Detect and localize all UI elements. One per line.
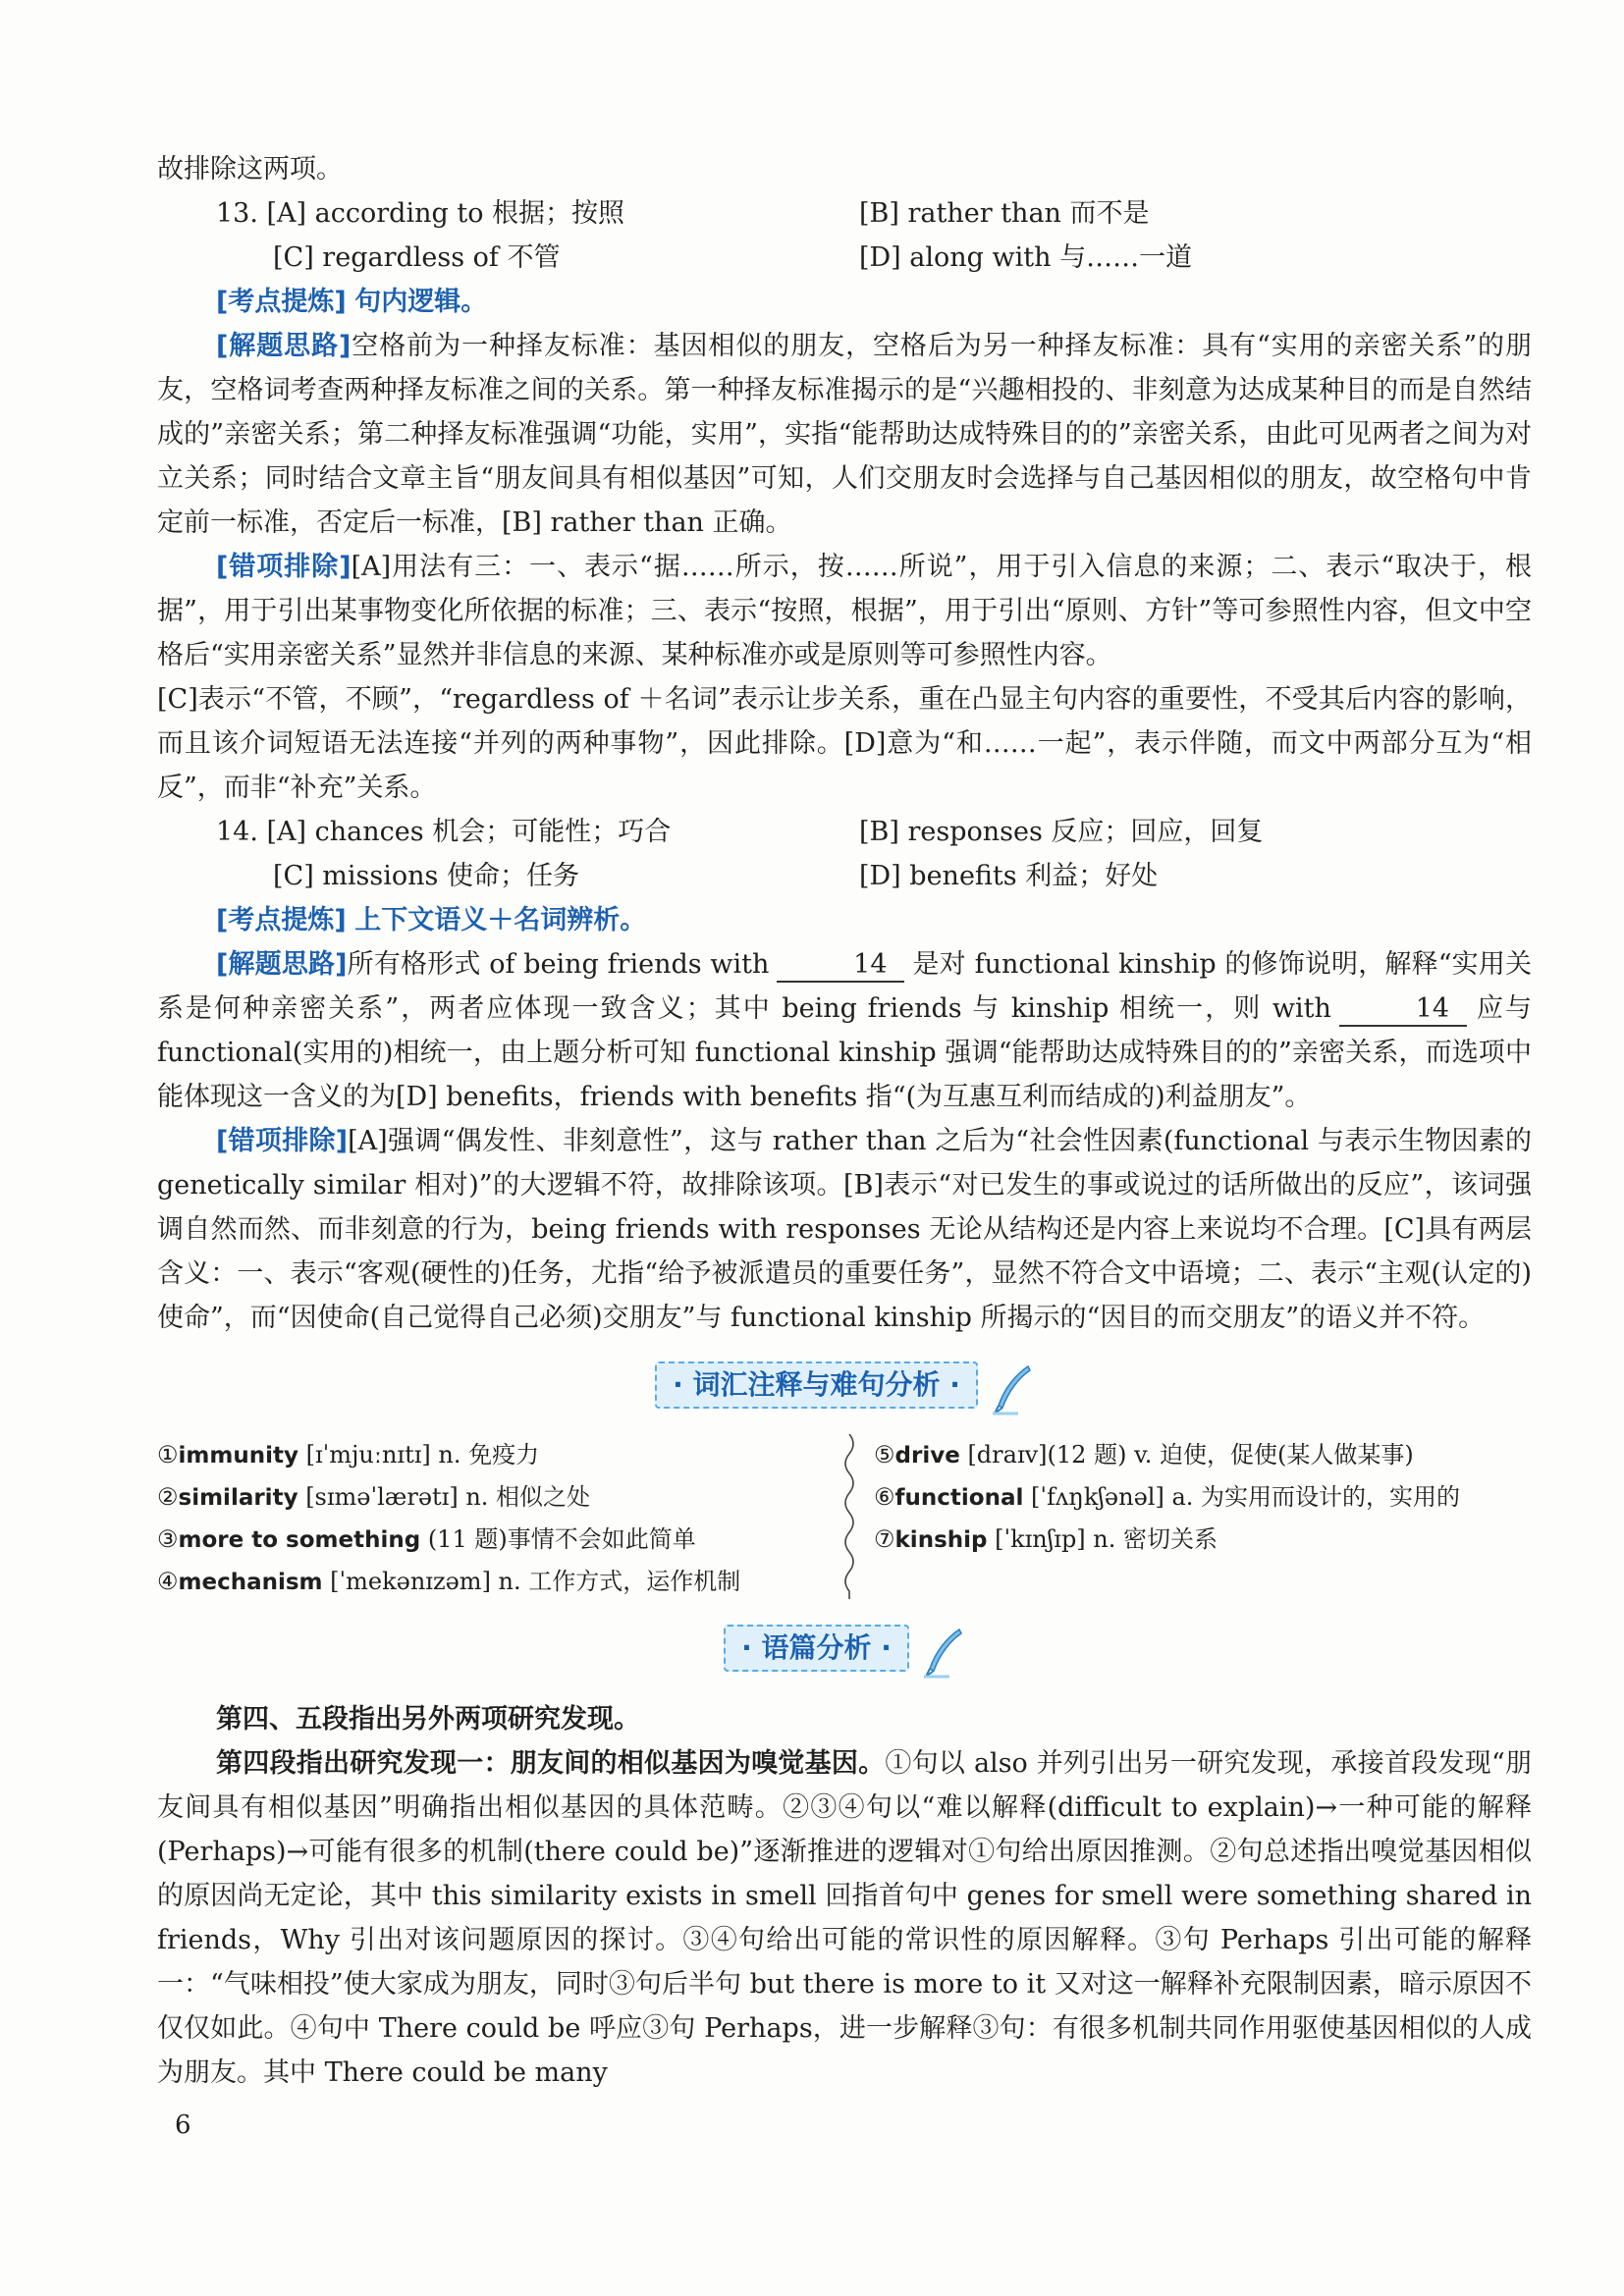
q14-options-row-1 (157, 810, 1532, 854)
answer-blank: 14 (777, 949, 904, 983)
q13-option-c: [C] regardless of 不管 (273, 242, 561, 273)
analysis-banner-wrap (157, 1625, 1532, 1680)
answer-blank: 14 (1339, 993, 1467, 1027)
vocab-item: ⑦kinship [ˈkɪnʃɪp] n. 密切关系 (874, 1525, 1218, 1553)
q13-option-d: [D] along with 与……一道 (859, 242, 1193, 273)
q14-option-b: [B] responses 反应；回应，回复 (859, 817, 1264, 847)
vocab-item: ⑤drive [draɪv](12 题) v. 迫使，促使(某人做某事) (874, 1441, 1414, 1468)
vocab-list (157, 1434, 1532, 1603)
vocab-item: ①immunity [ɪˈmjuːnɪtɪ] n. 免疫力 (157, 1441, 540, 1468)
kaodian-tag: [考点提炼] (216, 287, 347, 317)
wavy-divider (839, 1434, 859, 1599)
q14-cuoxiang (157, 1119, 1532, 1340)
jieti-post: 应与 functional(实用的)相统一，由上题分析可知 functional kinship 强调“能帮助达成特殊目的的”亲密关系，而选项中能体现这一含义的为[D] benefits，friends with benefits 指“(为互惠互利而结成的)利益朋友”。 (157, 993, 1532, 1112)
analysis-para-text: ①句以 also 并列引出另一研究发现，承接首段发现“朋友间具有相似基因”明确指出相似基因的具体范畴。②③④句以“难以解释(difficult to explain)→一种可能的解释(Perhaps)→可能有很多的机制(there could be)”逐渐推进的逻辑对①句给出原因推测。②句总述指出嗅觉基因相似的原因尚无定论，其中 this similarity exists in smell 回指首句中 genes for smell were something shared in friends，Why 引出对该问题原因的探讨。③④句给出可能的常识性的原因解释。③句 Perhaps 引出可能的解释一：“气味相投”使大家成为朋友，同时③句后半句 but there is more to it 又对这一解释补充限制因素，暗示原因不仅仅如此。④句中 There could be 呼应③句 Perhaps，进一步解释③句：有很多机制共同作用驱使基因相似的人成为朋友。其中 There could be many (157, 1748, 1533, 2088)
vocab-banner-wrap (157, 1362, 1532, 1416)
jieti-tag: [解题思路] (216, 331, 352, 361)
q14-option-a: 14. [A] chances 机会；可能性；巧合 (216, 817, 672, 847)
vocab-column-left (157, 1434, 835, 1603)
q14-option-d: [D] benefits 利益；好处 (859, 861, 1159, 891)
analysis-paragraph (157, 1741, 1532, 2095)
jieti-tag: [解题思路] (216, 949, 348, 980)
q13-option-a: 13. [A] according to 根据；按照 (216, 198, 625, 229)
vocab-item: ⑥functional [ˈfʌŋkʃənəl] a. 为实用而设计的，实用的 (874, 1483, 1461, 1511)
analysis-banner: · 语篇分析 · (724, 1625, 909, 1672)
vocab-item: ③more to something (11 题)事情不会如此简单 (157, 1525, 696, 1553)
q13-cuoxiang (157, 545, 1532, 677)
analysis-heading: 第四、五段指出另外两项研究发现。 (216, 1704, 640, 1735)
q13-cuoxiang-cont: [C]表示“不管，不顾”，“regardless of ＋名词”表示让步关系，重在凸显主句内容的重要性，不受其后内容的影响，而且该介词短语无法连接“并列的两种事物”，因此排除。[D]意为“和……一起”，表示伴随，而文中两部分互为“相反”，而非“补充”关系。 (157, 684, 1532, 803)
q13-kaodian (157, 280, 1532, 324)
q14-jieti (157, 942, 1532, 1119)
analysis-para-bold: 第四段指出研究发现一：朋友间的相似基因为嗅觉基因。 (216, 1748, 886, 1779)
quill-icon (989, 1364, 1034, 1415)
vocab-item: ④mechanism [ˈmekənɪzəm] n. 工作方式，运作机制 (157, 1568, 741, 1595)
jieti-mid: 是对 functional kinship 的修饰说明，解释“实用关系是何种亲密关系”，两者应体现一致含义；其中 being friends 与 kinship 相统一，则 with (157, 949, 1532, 1024)
page-number: 6 (175, 2110, 191, 2140)
jieti-pre: 所有格形式 of being friends with (347, 949, 770, 980)
kaodian-text: 上下文语义＋名词辨析。 (354, 905, 647, 935)
intro-line: 故排除这两项。 (157, 154, 343, 185)
kaodian-tag: [考点提炼] (216, 905, 347, 935)
q14-kaodian (157, 898, 1532, 942)
q14-option-c: [C] missions 使命；任务 (273, 861, 579, 891)
q13-options-row-2 (157, 236, 1532, 280)
q13-jieti (157, 324, 1532, 545)
q13-options-row-1 (157, 191, 1532, 236)
cuoxiang-tag: [错项排除] (216, 552, 352, 582)
jieti-text: 空格前为一种择友标准：基因相似的朋友，空格后为另一种择友标准：具有“实用的亲密关系”的朋友，空格词考查两种择友标准之间的关系。第一种择友标准揭示的是“兴趣相投的、非刻意为达成某种目的而是自然结成的”亲密关系；第二种择友标准强调“功能，实用”，实指“能帮助达成特殊目的的”亲密关系，由此可见两者之间为对立关系；同时结合文章主旨“朋友间具有相似基因”可知，人们交朋友时会选择与自己基因相似的朋友，故空格句中肯定前一标准，否定后一标准，[B] rather than 正确。 (157, 331, 1532, 538)
q13-option-b: [B] rather than 而不是 (859, 198, 1150, 229)
cuoxiang-tag: [错项排除] (216, 1126, 349, 1156)
quill-icon (920, 1628, 965, 1679)
vocab-banner: · 词汇注释与难句分析 · (655, 1362, 978, 1409)
kaodian-text: 句内逻辑。 (354, 287, 488, 317)
cuoxiang-text: [A]强调“偶发性、非刻意性”，这与 rather than 之后为“社会性因素(functional 与表示生物因素的 genetically similar 相对)”的大逻辑不符，故排除该项。[B]表示“对已发生的事或说过的话所做出的反应”，该词强调自然而然、而非刻意的行为，being friends with responses 无论从结构还是内容上来说均不合理。[C]具有两层含义：一、表示“客观(硬性的)任务，尤指“给予被派遣员的重要任务”，显然不符合文中语境；二、表示“主观(认定的)使命”，而“因使命(自己觉得自己必须)交朋友”与 functional kinship 所揭示的“因目的而交朋友”的语义并不符。 (157, 1126, 1533, 1333)
q14-options-row-2 (157, 854, 1532, 898)
vocab-column-right (835, 1434, 1460, 1603)
vocab-item: ②similarity [sɪməˈlærətɪ] n. 相似之处 (157, 1483, 591, 1511)
page-content (157, 147, 1532, 2095)
cuoxiang-text-1: [A]用法有三：一、表示“据……所示，按……所说”，用于引入信息的来源；二、表示“取决于，根据”，用于引出某事物变化所依据的标准；三、表示“按照，根据”，用于引出“原则、方针”等可参照性内容，但文中空格后“实用亲密关系”显然并非信息的来源、某种标准亦或是原则等可参照性内容。 (157, 552, 1532, 670)
